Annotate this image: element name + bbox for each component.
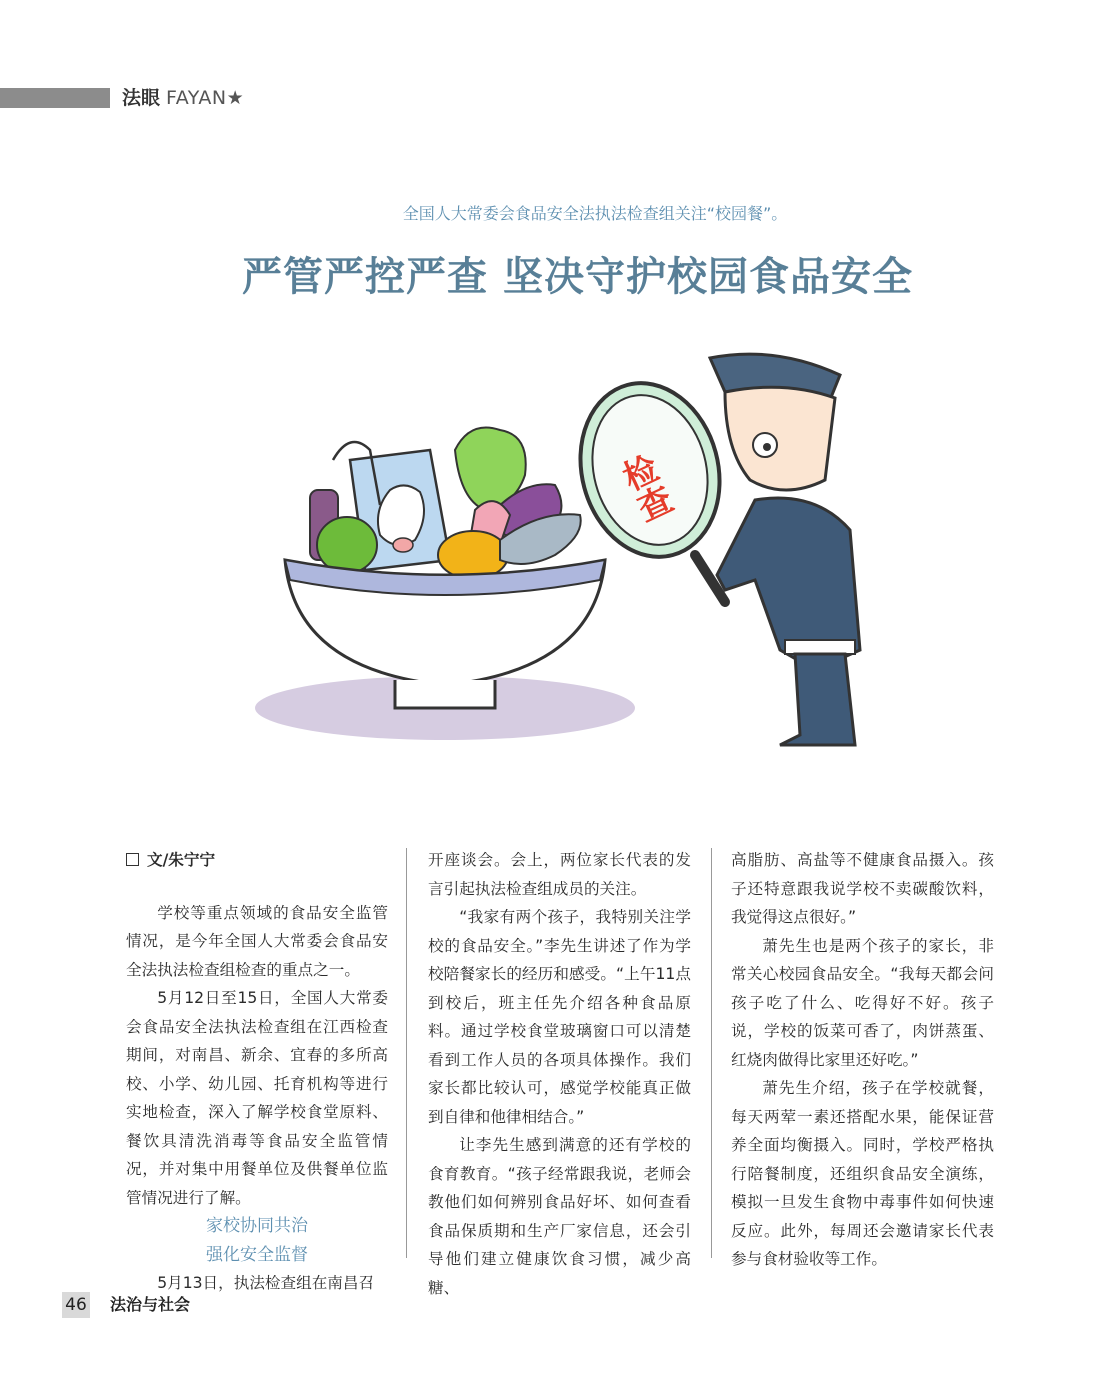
article-column-1	[126, 846, 388, 1298]
byline-text: 文/朱宁宁	[147, 851, 216, 869]
page-number: 46	[62, 1292, 90, 1318]
section-subhead: 强化安全监督	[206, 1244, 308, 1265]
inspector-figure	[710, 354, 860, 745]
byline	[126, 846, 388, 875]
section-label	[122, 86, 244, 110]
magazine-name: 法治与社会	[110, 1295, 191, 1314]
paragraph: 学校等重点领域的食品安全监管情况，是今年全国人大常委会食品安全法执法检查组检查的重点之一。	[126, 903, 388, 979]
article-column-3	[731, 846, 994, 1274]
paragraph: 5月13日，执法检查组在南昌召	[157, 1274, 375, 1292]
article-subtitle: 全国人大常委会食品安全法执法检查组关注“校园餐”。	[402, 204, 788, 223]
section-subhead: 家校协同共治	[206, 1216, 308, 1236]
column-divider	[711, 848, 712, 1258]
paragraph: 让李先生感到满意的还有学校的食育教育。“孩子经常跟我说，老师会教他们如何辨别食品好坏、如何查看食品保质期和生产厂家信息，还会引导他们建立健康饮食习惯，减少高糖、	[428, 1136, 691, 1297]
paragraph: 萧先生介绍，孩子在学校就餐，每天两荤一素还搭配水果，能保证营养全面均衡摄入。同时，学校严格执行陪餐制度，还组织食品安全演练，模拟一旦发生食物中毒事件如何快速反应。此外，每周还会邀请家长代表参与食材验收等工作。	[731, 1079, 994, 1268]
inspection-illustration	[255, 340, 885, 760]
paragraph: 5月12日至15日，全国人大常委会食品安全法执法检查组在江西检查期间，对南昌、新余、宜春的多所高校、小学、幼儿园、托育机构等进行实地检查，深入了解学校食堂原料、餐饮具清洗消毒等食品安全监管情况，并对集中用餐单位及供餐单位监管情况进行了解。	[126, 989, 388, 1207]
article-column-2	[428, 846, 691, 1302]
section-label-zh: 法眼	[122, 87, 161, 109]
food-items	[310, 428, 581, 580]
column-divider	[406, 848, 407, 1258]
article-headline: 严管严控严查 坚决守护校园食品安全	[242, 254, 913, 300]
paragraph-continued: 开座谈会。会上，两位家长代表的发言引起执法检查组成员的关注。	[428, 851, 691, 898]
section-bar	[0, 88, 110, 108]
paragraph: 萧先生也是两个孩子的家长，非常关心校园食品安全。“我每天都会问孩子吃了什么、吃得好不好。孩子说，学校的饭菜可香了，肉饼蒸蛋、红烧肉做得比家里还好吃。”	[731, 936, 994, 1069]
sign-text: 检查	[611, 449, 677, 529]
section-label-en: FAYAN★	[166, 87, 245, 109]
paragraph: “我家有两个孩子，我特别关注学校的食品安全。”李先生讲述了作为学校陪餐家长的经历和感受。“上午11点到校后，班主任先介绍各种食品原料。通过学校食堂玻璃窗口可以清楚看到工作人员的各项具体操作。我们家长都比较认可，感觉学校能真正做到自律和他律相结合。”	[428, 908, 691, 1126]
checkbox-square-icon	[126, 853, 139, 866]
paragraph-continued: 高脂肪、高盐等不健康食品摄入。孩子还特意跟我说学校不卖碳酸饮料，我觉得这点很好。”	[731, 851, 994, 926]
